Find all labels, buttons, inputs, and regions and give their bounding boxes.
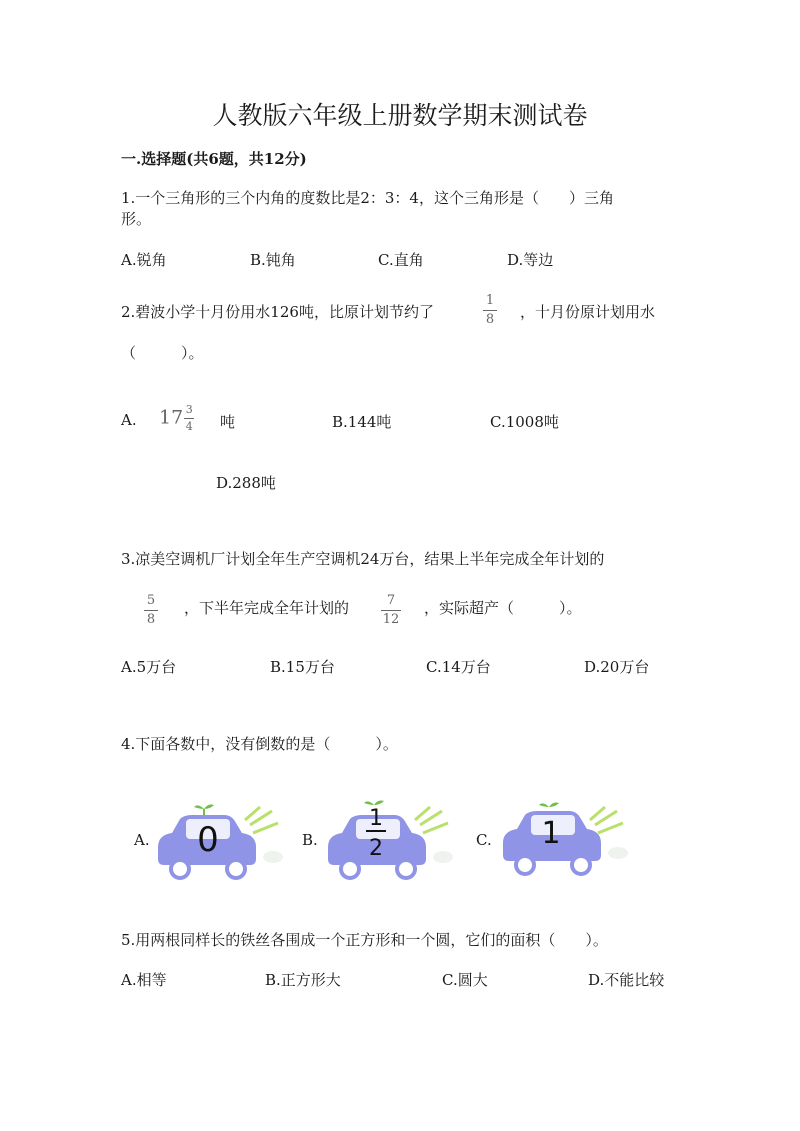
q2-option-a-whole: 17 xyxy=(159,406,184,429)
sprout-icon xyxy=(194,805,214,810)
q4-option-c-label: C. xyxy=(476,831,492,849)
q5-option-b: B.正方形大 xyxy=(265,971,341,989)
question-2-text-after: ，十月份原计划用水 xyxy=(520,303,656,321)
question-1-line2: 形。 xyxy=(121,210,152,228)
q4-option-a-label: A. xyxy=(134,831,150,849)
q1-option-c: C.直角 xyxy=(378,251,424,269)
q3-fraction-2-den: 12 xyxy=(382,612,400,627)
q2-fraction-den: 8 xyxy=(485,312,495,327)
q4-option-b-label: B. xyxy=(302,831,318,849)
page-title: 人教版六年级上册数学期末测试卷 xyxy=(212,101,588,130)
q2-fraction-num: 1 xyxy=(485,293,495,308)
speed-lines-icon xyxy=(590,807,623,833)
q3-option-b: B.15万台 xyxy=(270,658,335,676)
speed-lines-icon xyxy=(415,807,448,833)
q2-option-a-num: 3 xyxy=(185,403,193,416)
car-b-image xyxy=(320,795,470,885)
fraction-bar xyxy=(184,418,194,419)
wheel-icon xyxy=(341,860,359,878)
q3-fraction-1 xyxy=(144,594,158,627)
q2-option-b: B.144吨 xyxy=(332,413,392,431)
q3-fraction-1-den: 8 xyxy=(146,612,156,627)
q2-option-a-den: 4 xyxy=(185,420,193,433)
dust-cloud-icon xyxy=(433,851,453,863)
car-b-numerator: 1 xyxy=(369,806,383,831)
speed-lines-icon xyxy=(245,807,278,833)
q2-option-c: C.1008吨 xyxy=(490,413,559,431)
car-a-number: 0 xyxy=(197,820,219,860)
question-3-line1: 3.凉美空调机厂计划全年生产空调机24万台，结果上半年完成全年计划的 xyxy=(121,550,605,568)
question-1-line1: 1.一个三角形的三个内角的度数比是2：3：4，这个三角形是（ ）三角 xyxy=(121,189,614,207)
car-c-number: 1 xyxy=(541,816,561,851)
sprout-icon xyxy=(539,803,559,808)
question-3-mid: ，下半年完成全年计划的 xyxy=(184,599,350,617)
q5-option-a: A.相等 xyxy=(121,971,167,989)
car-b-denominator: 2 xyxy=(369,836,383,861)
question-2-text-before: 2.碧波小学十月份用水126吨，比原计划节约了 xyxy=(121,303,434,321)
dust-cloud-icon xyxy=(608,847,628,859)
fraction-bar xyxy=(483,310,497,311)
q5-option-c: C.圆大 xyxy=(442,971,488,989)
section-heading: 一.选择题(共6题，共12分) xyxy=(121,150,307,168)
question-5-text: 5.用两根同样长的铁丝各围成一个正方形和一个圆，它们的面积（ ）。 xyxy=(121,931,608,949)
q3-fraction-1-num: 5 xyxy=(146,593,156,608)
q3-option-c: C.14万台 xyxy=(426,658,491,676)
question-3-end: ，实际超产（ ）。 xyxy=(424,599,582,617)
q3-fraction-2-num: 7 xyxy=(386,593,396,608)
q5-option-d: D.不能比较 xyxy=(588,971,665,989)
q3-option-a: A.5万台 xyxy=(121,658,177,676)
q2-fraction xyxy=(483,294,497,327)
fraction-bar xyxy=(144,610,158,611)
q1-option-d: D.等边 xyxy=(507,251,554,269)
question-4-text: 4.下面各数中，没有倒数的是（ ）。 xyxy=(121,735,398,753)
q2-option-a-fraction xyxy=(184,404,194,433)
wheel-icon xyxy=(397,860,415,878)
car-a-image xyxy=(150,795,300,885)
question-2-line2: （ ）。 xyxy=(121,344,204,362)
q2-option-a-unit: 吨 xyxy=(220,413,236,431)
q2-option-d: D.288吨 xyxy=(216,474,276,492)
wheel-icon xyxy=(516,856,534,874)
wheel-icon xyxy=(171,860,189,878)
sprout-icon xyxy=(364,801,384,806)
q3-fraction-2 xyxy=(381,594,401,627)
q1-option-a: A.锐角 xyxy=(121,251,167,269)
fraction-bar xyxy=(381,610,401,611)
wheel-icon xyxy=(227,860,245,878)
wheel-icon xyxy=(572,856,590,874)
q2-option-a-mixed-number xyxy=(159,404,194,433)
dust-cloud-icon xyxy=(263,851,283,863)
q2-option-a-label: A. xyxy=(121,411,137,429)
q1-option-b: B.钝角 xyxy=(250,251,296,269)
car-c-image xyxy=(495,795,645,885)
q3-option-d: D.20万台 xyxy=(584,658,650,676)
